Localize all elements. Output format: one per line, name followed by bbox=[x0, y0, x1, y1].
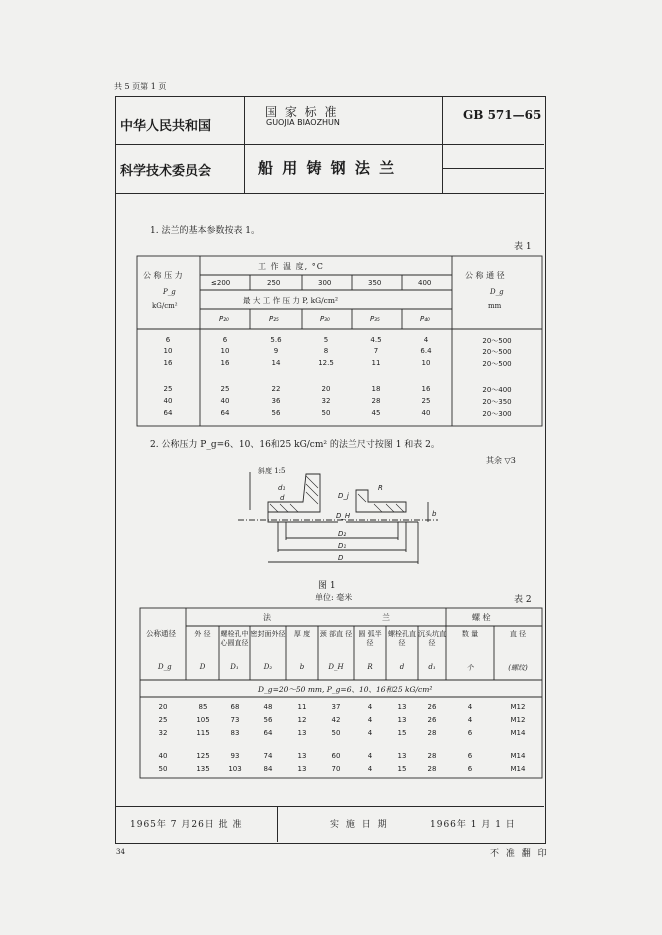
t1-dn-label: 公 称 通 径 bbox=[465, 271, 505, 280]
fig-b-label: b bbox=[432, 510, 437, 518]
t2-col-symbol: b bbox=[299, 663, 305, 671]
t2-col-name: 外 径 bbox=[194, 630, 211, 638]
t1-temp-1: 250 bbox=[267, 279, 281, 287]
t2-flange-label: 法 bbox=[263, 613, 271, 622]
t2-col-symbol: d₁ bbox=[428, 663, 436, 671]
org-line1: 中华人民共和国 bbox=[120, 119, 212, 134]
t2-col-symbol: R bbox=[367, 663, 373, 671]
t1-cell: 28 bbox=[371, 397, 381, 405]
t2-cell: 4 bbox=[367, 729, 373, 737]
approved-date: 1965年 7 月26日 批 准 bbox=[130, 820, 243, 830]
t2-cell: 11 bbox=[297, 703, 307, 711]
t1-p-0: P₂₀ bbox=[219, 315, 229, 323]
t1-temp-0: ≤200 bbox=[211, 279, 231, 287]
t2-col-symbol: D_H bbox=[328, 663, 344, 671]
t2-col-symbol: D₁ bbox=[230, 663, 239, 671]
t2-cell: 4 bbox=[367, 765, 373, 773]
t2-col-name: 数 量 bbox=[461, 630, 479, 638]
t2-cell: 13 bbox=[297, 729, 307, 737]
t2-cell: 15 bbox=[397, 765, 407, 773]
t2-col-symbol: D bbox=[199, 663, 206, 671]
t2-col-name: 厚 度 bbox=[293, 630, 311, 638]
figure1-caption: 图 1 bbox=[318, 581, 336, 591]
t1-cell: 20～500 bbox=[482, 337, 512, 345]
t2-cell: 37 bbox=[331, 703, 341, 711]
t2-cell: 4 bbox=[367, 703, 373, 711]
t2-cell: 6 bbox=[467, 752, 473, 760]
t2-cell: 6 bbox=[467, 765, 473, 773]
t2-bolt-label: 螺 栓 bbox=[472, 613, 491, 622]
t2-col-name: 圆 弧半 径 bbox=[358, 630, 382, 647]
t1-cell: 64 bbox=[163, 409, 173, 417]
fig-d1-label: d₁ bbox=[278, 484, 286, 492]
t1-cell: 56 bbox=[271, 409, 281, 417]
t1-p-2: P₃₀ bbox=[320, 315, 330, 323]
t1-cell: 8 bbox=[323, 347, 329, 355]
t2-cell: 73 bbox=[230, 716, 240, 724]
standard-cn: 国 家 标 准 bbox=[265, 105, 339, 119]
fig-d-bottom-label: D bbox=[338, 554, 344, 562]
t1-pressure-unit: kG/cm² bbox=[152, 302, 178, 310]
t2-cell: 15 bbox=[397, 729, 407, 737]
t2-col-name: 螺栓孔中心圆直径 bbox=[220, 630, 249, 647]
t1-cell: 6.4 bbox=[420, 347, 432, 355]
standard-code: GB 571—65 bbox=[463, 108, 542, 122]
t2-cell: 60 bbox=[331, 752, 341, 760]
t1-cell: 10 bbox=[163, 347, 173, 355]
page-number: 34 bbox=[116, 848, 125, 856]
t2-cell: 4 bbox=[367, 752, 373, 760]
t1-cell: 20～350 bbox=[482, 398, 512, 406]
t2-cell: 13 bbox=[297, 752, 307, 760]
t1-cell: 45 bbox=[371, 409, 381, 417]
t2-cell: 42 bbox=[331, 716, 341, 724]
footer-divider bbox=[277, 806, 278, 842]
t1-cell: 18 bbox=[371, 385, 381, 393]
t1-cell: 64 bbox=[220, 409, 230, 417]
t2-cell: 26 bbox=[427, 703, 437, 711]
t1-temp-3: 350 bbox=[368, 279, 382, 287]
table1-caption: 表 1 bbox=[514, 242, 532, 252]
t2-cell: M14 bbox=[510, 765, 526, 773]
t1-p-3: P₃₅ bbox=[370, 315, 380, 323]
t1-temp-2: 300 bbox=[318, 279, 332, 287]
t2-cell: 125 bbox=[196, 752, 210, 760]
t1-max-pressure-label: 最 大 工 作 压 力 P, kG/cm² bbox=[243, 296, 338, 305]
t2-cell: 13 bbox=[397, 752, 407, 760]
t1-cell: 20～500 bbox=[482, 348, 512, 356]
t2-cell: 85 bbox=[198, 703, 208, 711]
t2-col-name: 直 径 bbox=[509, 630, 527, 638]
t2-cell: M14 bbox=[510, 752, 526, 760]
t2-cell: 28 bbox=[427, 765, 437, 773]
t1-cell: 10 bbox=[220, 347, 230, 355]
t1-pressure-symbol: P_g bbox=[163, 288, 176, 296]
t2-cell: 68 bbox=[230, 703, 240, 711]
t2-cell: 4 bbox=[467, 716, 473, 724]
t2-cell: 28 bbox=[427, 752, 437, 760]
t2-cell: 20 bbox=[158, 703, 168, 711]
print-mark: 不 准 翻 印 bbox=[490, 849, 549, 859]
fig-d1-bottom-label: D₁ bbox=[338, 542, 347, 550]
t2-cell: M14 bbox=[510, 729, 526, 737]
t2-cell: 74 bbox=[263, 752, 273, 760]
t1-cell: 12.5 bbox=[318, 359, 334, 367]
t2-cell: M12 bbox=[510, 703, 526, 711]
t1-p-1: P₂₅ bbox=[269, 315, 279, 323]
t1-temp-4: 400 bbox=[418, 279, 432, 287]
t1-cell: 6 bbox=[222, 336, 228, 344]
t1-cell: 7 bbox=[373, 347, 379, 355]
fig-slope-label: 斜度 1:5 bbox=[258, 467, 286, 475]
fig-d-label: d bbox=[280, 494, 285, 502]
t2-col-symbol: 个 bbox=[466, 664, 474, 672]
t2-cell: 70 bbox=[331, 765, 341, 773]
t2-cell: 12 bbox=[297, 716, 307, 724]
t2-cell: 26 bbox=[427, 716, 437, 724]
t1-cell: 6 bbox=[165, 336, 171, 344]
t1-cell: 20～500 bbox=[482, 360, 512, 368]
t2-cell: 13 bbox=[397, 716, 407, 724]
t2-cell: 40 bbox=[158, 752, 168, 760]
t1-cell: 5.6 bbox=[270, 336, 282, 344]
t1-temp-label: 工 作 温 度, °C bbox=[258, 262, 324, 271]
effective-date: 1966年 1 月 1 日 bbox=[430, 820, 516, 830]
t2-cell: 83 bbox=[230, 729, 240, 737]
t2-cell: 48 bbox=[263, 703, 273, 711]
t1-cell: 10 bbox=[421, 359, 431, 367]
standard-pinyin: GUOJIA BIAOZHUN bbox=[266, 118, 340, 127]
t2-col-symbol: D₂ bbox=[263, 663, 273, 671]
pages-info: 共 5 页第 1 页 bbox=[114, 82, 167, 91]
fig-dh-label: D_H bbox=[336, 512, 351, 520]
t2-cell: 4 bbox=[367, 716, 373, 724]
t1-cell: 25 bbox=[220, 385, 230, 393]
t1-cell: 16 bbox=[421, 385, 431, 393]
t2-cell: 64 bbox=[263, 729, 273, 737]
doc-title: 船 用 铸 钢 法 兰 bbox=[258, 159, 397, 177]
t2-cell: 32 bbox=[158, 729, 168, 737]
t2-col-name: 密封面外径 bbox=[250, 630, 286, 638]
t1-cell: 14 bbox=[271, 359, 281, 367]
t1-cell: 4.5 bbox=[370, 336, 382, 344]
t2-cell: 56 bbox=[263, 716, 273, 724]
t1-cell: 36 bbox=[271, 397, 281, 405]
t2-cell: 25 bbox=[158, 716, 168, 724]
t1-cell: 20 bbox=[321, 385, 331, 393]
t2-cell: 84 bbox=[263, 765, 273, 773]
t2-cell: M12 bbox=[510, 716, 526, 724]
t1-cell: 50 bbox=[321, 409, 331, 417]
t2-flange-label2: 兰 bbox=[382, 613, 390, 622]
t1-cell: 40 bbox=[421, 409, 431, 417]
t1-pressure-label: 公 称 压 力 bbox=[143, 271, 183, 280]
org-line2: 科学技术委员会 bbox=[120, 164, 212, 179]
t2-col-symbol: d bbox=[399, 663, 405, 671]
t1-cell: 32 bbox=[321, 397, 331, 405]
t2-col-name: 螺栓孔直 径 bbox=[388, 630, 416, 647]
t1-cell: 40 bbox=[163, 397, 173, 405]
t2-dn-label: 公称通径 bbox=[146, 629, 176, 638]
t1-cell: 5 bbox=[323, 336, 329, 344]
t2-cell: 13 bbox=[397, 703, 407, 711]
effective-label: 实 施 日 期 bbox=[330, 820, 389, 830]
footer-top-line bbox=[115, 806, 544, 807]
fig-dj-label: D_j bbox=[338, 492, 349, 500]
t1-cell: 16 bbox=[163, 359, 173, 367]
section1-text: 1. 法兰的基本参数按表 1。 bbox=[150, 226, 261, 236]
t2-cell: 135 bbox=[196, 765, 210, 773]
t2-col-name: 沉头坑直 径 bbox=[418, 630, 446, 647]
t1-dn-symbol: D_g bbox=[490, 288, 504, 296]
t2-cell: 115 bbox=[196, 729, 210, 737]
t2-cell: 93 bbox=[230, 752, 240, 760]
t1-cell: 16 bbox=[220, 359, 230, 367]
t2-col-name: 颈 部直 径 bbox=[319, 630, 353, 638]
t2-col-symbol: (螺纹) bbox=[508, 664, 528, 672]
t2-cell: 13 bbox=[297, 765, 307, 773]
t1-cell: 20～300 bbox=[482, 410, 512, 418]
fig-r-label: R bbox=[378, 484, 383, 492]
t2-cell: 6 bbox=[467, 729, 473, 737]
t2-cell: 105 bbox=[196, 716, 210, 724]
section2-text: 2. 公称压力 P_g=6、10、16和25 kG/cm² 的法兰尺寸按图 1 和表 2。 bbox=[150, 440, 440, 450]
t1-cell: 22 bbox=[271, 385, 281, 393]
t2-cell: 28 bbox=[427, 729, 437, 737]
t1-cell: 4 bbox=[423, 336, 429, 344]
t2-cell: 50 bbox=[331, 729, 341, 737]
table2-caption: 表 2 bbox=[514, 595, 532, 605]
t1-cell: 25 bbox=[421, 397, 431, 405]
fig-d2-label: D₂ bbox=[338, 530, 347, 538]
t1-cell: 9 bbox=[273, 347, 279, 355]
surface-note: 其余 ▽3 bbox=[486, 456, 516, 465]
t2-dn-symbol: D_g bbox=[158, 663, 172, 671]
t1-cell: 11 bbox=[371, 359, 381, 367]
t2-cell: 50 bbox=[158, 765, 168, 773]
t2-range-note: D_g=20～50 mm, P_g=6、10、16和25 kG/cm² bbox=[258, 685, 433, 694]
t1-cell: 20～400 bbox=[482, 386, 512, 394]
t1-cell: 25 bbox=[163, 385, 173, 393]
t1-p-4: P₄₀ bbox=[420, 315, 430, 323]
t1-cell: 40 bbox=[220, 397, 230, 405]
t2-cell: 4 bbox=[467, 703, 473, 711]
unit-label: 单位: 毫米 bbox=[315, 593, 353, 602]
t2-cell: 103 bbox=[228, 765, 242, 773]
t1-dn-unit: mm bbox=[488, 302, 502, 310]
